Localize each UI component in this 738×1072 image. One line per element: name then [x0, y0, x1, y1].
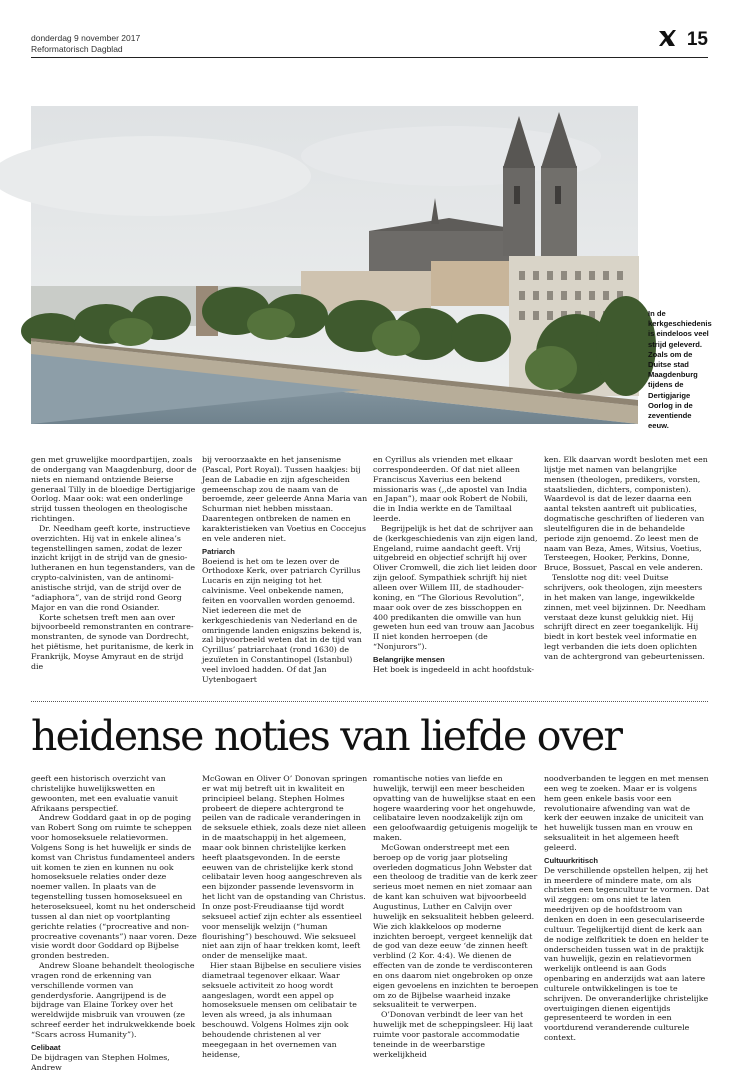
top-column-1: [31, 455, 197, 677]
paragraph: McGowan onderstreept met een beroep op de vorig jaar plotseling overleden dogmaticus John Webster dat een theoloog de traditie van de kerk zeer serieus moet nemen en niet zomaar aan de kant kan schuiven wat bijvoorbeeld Augustinus, Luther en Calvijn over huwelijk en seksualiteit hebben geleerd. Wie zich klakkeloos op moderne inzichten beroept, vergeet kennelijk dat de god van deze eeuw ‘de zinnen heeft verblind (2 Kor. 4:4). We dienen de effecten van de zonde te verdisconteren en ons daarom niet ongebroken op onze eigen gevoelens en inzichten te beroepen om zo de Bijbelse waarheid inzake seksualiteit te verwerpen.: [373, 842, 539, 1010]
paragraph: noodverbanden te leggen en met mensen een weg te zoeken. Maar er is volgens hem geen enkele basis voor een revolutionaire afwending van wat de kerk der eeuwen inzake de uniciteit van het huwelijk tussen man en vrouw en seksualiteit in het algemeen heeft geleerd.: [544, 774, 709, 852]
subheading: Belangrijke mensen: [373, 654, 445, 664]
paragraph: Andrew Sloane behandelt theologische vragen rond de erkenning van verschillende vormen van genderdysforie. Aangrijpend is de bijdrage van Elaine Torkey over het wereldwijde misbruik van vrouwen (ze schreef eerder het indrukwekkende boek “Scars across Humanity”).: [31, 961, 196, 1039]
subheading: Cultuurkritisch: [544, 855, 599, 865]
paragraph: Tenslotte nog dit: veel Duitse schrijvers, ook theologen, zijn meesters in het maken van lange, ingewikkelde zinnen, met veel bijzinnen. Dr. Needham verstaat deze kunst gelukkig niet. Hij schrijft direct en zeer toegankelijk. Hij biedt in kort bestek veel informatie en legt verbanden die iets doen oplichten van de achtergrond van gebeurtenissen.: [544, 573, 706, 661]
page-header-right: [657, 28, 708, 52]
paragraph: Boeiend is het om te lezen over de Orthodoxe Kerk, over patriarch Cyrillus Lucaris en zijn neiging tot het calvinisme. Veel onbekende namen, feiten en voorvallen worden genoemd. Niet iedereen die met de kerkgeschiedenis van Nederland en de omringende landen enigszins bekend is, zal bijvoorbeeld weten dat in de tijd van Cyrillus’ patriarchaat (rond 1630) de jezuïeten in Constantinopel (Istanbul) veel invloed hadden. Of dat Jan Uytenbogaert: [202, 556, 362, 684]
bottom-column-3: [373, 774, 539, 1059]
paragraph: Begrijpelijk is het dat de schrijver aan de (kerkgeschiedenis van zijn eigen land, Engeland, ruime aandacht geeft. Vrij uitgebreid en objectief schrijft hij over Oliver Cromwell, die zich liet leiden door zijn geloof. Sympathiek schrijft hij niet alleen over Willem III, de stadhouder-koning, en “The Glorious Revolution”, maar ook over de zes bisschoppen en 400 predikanten die omwille van hun geweten hun eed van trouw aan Jacobus II niet konden herroepen (de “Nonjurors”).: [373, 523, 538, 652]
paragraph: en Cyrillus als vrienden met elkaar correspondeerden. Of dat niet alleen Franciscus Xaverius een bekend missionaris was (,,de apostel van India en Japan”), maar ook Robert de Nobili, die in India werkte en de Tamiltaal leerde.: [373, 455, 529, 524]
photo-caption: In de kerkgeschiedenis is eindeloos veel strijd geleverd. Zoals om de Duitse stad Maagdenburg tijdens de Dertigjarige Oorlog in de zeventiende eeuw.: [648, 309, 712, 431]
paragraph: Korte schetsen treft men aan over bijvoorbeeld remonstranten en contrare-monstranten, de synode van Dordrecht, het piëtisme, het puritanisme, de kerk in Frankrijk, Moyse Amyraut en de strijd die: [31, 612, 194, 671]
section-divider: [31, 701, 708, 702]
rd-x-logo-icon: [657, 28, 677, 52]
paragraph: Andrew Goddard gaat in op de poging van Robert Song om ruimte te scheppen voor homoseksuele relatievormen. Volgens Song is het huwelijk er sinds de komst van Christus fundamenteel anders uit komen te zien en kunnen nu ook homoseksuele relaties onder deze noemer vallen. In plaats van de tegenstelling tussen homoseksueel en heteroseksueel, komt nu het onderscheid tussen al dan niet op voortplanting gerichte relaties (“procreative and non- procreative covenants”) naar voren. Deze visie wordt door Goddard op Bijbelse gronden bestreden.: [31, 813, 197, 961]
bottom-column-2: [202, 774, 368, 1059]
issue-date: donderdag 9 november 2017: [31, 33, 141, 43]
article-headline: heidense noties van liefde over: [31, 712, 622, 760]
page-number: 15: [686, 29, 708, 50]
bottom-column-4: [544, 774, 710, 1054]
top-column-3: [373, 455, 539, 677]
paragraph: geeft een historisch overzicht van christelijke huwelijkswetten en gewoonten, met een evaluatie vanuit Afrikaans perspectief.: [31, 774, 178, 813]
paragraph: O’Donovan verbindt de leer van het huwelijk met de scheppingsleer. Hij laat ruimte voor pastorale accommodatie teneinde in de weerbarstige werkelijkheid: [373, 1010, 533, 1059]
newspaper-name: Reformatorisch Dagblad: [31, 44, 123, 54]
paragraph: Het boek is ingedeeld in acht hoofdstuk-: [373, 664, 535, 674]
page-header-info: [31, 33, 140, 55]
paragraph: ken. Elk daarvan wordt besloten met een lijstje met namen van belangrijke mensen (theologen, predikers, vorsten, staatslieden, dichters, componisten). Waardevol is dat de lezer daarna een aantal teksten aantreft uit publicaties, dogmatische geschriften of liederen van sleutelfiguren die in de behandelde periode zijn genoemd. Zo leest men de naam van Beza, Ames, Witsius, Voetius, Tersteegen, Hooker, Perkins, Donne, Bruce, Bossuet, Pascal en vele anderen.: [544, 455, 708, 573]
subheading: Celibaat: [31, 1042, 61, 1052]
bottom-column-1: [31, 774, 197, 1072]
top-column-4: [544, 455, 710, 677]
magdeburg-photo: [31, 106, 638, 424]
paragraph: McGowan en Oliver O’ Donovan springen er wat mij betreft uit in kwaliteit en principieel belang. Stephen Holmes probeert de diepere achtergrond te peilen van de radicale veranderingen in de seksuele ethiek, zoals deze niet alleen in de maatschappij in het algemeen, maar ook binnen christelijke kerken heeft plaatsgevonden. In de eerste eeuwen van de christelijke kerk stond celibatair leven hoog aangeschreven als een bijzonder passende levensvorm in het licht van de opstanding van Christus. In onze post-Freudiaanse tijd wordt seksueel actief zijn echter als essentieel voor menselijk welzijn (“human flourishing”) beschouwd. Wie seksueel niet aan zijn of haar trekken komt, leeft onder de menselijke maat.: [202, 774, 368, 961]
paragraph: gen met gruwelijke moordpartijen, zoals de ondergang van Maagdenburg, door de niets en niemand ontziende Beierse generaal Tilly in de bloedige Dertigjarige Oorlog. Maar ook: wat een onderlinge strijd tussen theologen en theologische richtingen.: [31, 455, 197, 524]
paragraph: De verschillende opstellen helpen, zij het in meerdere of mindere mate, om als christen een tegencultuur te vormen. Dat wil zeggen: om ons niet te laten meedrijven op de hoofdstroom van denken en doen in een geseculariseerde cultuur. Tegelijkertijd dient de kerk aan de nodige zelfkritiek te doen en helder te onderscheiden tussen wat in de praktijk van huwelijk, gezin en relatievormen werkelijk ontleend is aan Gods openbaring en anderzijds wat aan latere culturele ontwikkelingen is toe te schrijven. De onveranderlijke christelijke overtuigingen dienen eigentijds gepresenteerd te worden in een voortdurend veranderende culturele context.: [544, 865, 710, 1043]
top-column-2: [202, 455, 368, 684]
paragraph: Hier staan Bijbelse en seculiere visies diametraal tegenover elkaar. Waar seksuele activiteit zo hoog wordt aangeslagen, wordt een appel op homoseksuele mensen om celibatair te leven als wreed, ja als inhumaan beschouwd. Volgens Holmes zijn ook behoudende christenen al ver meegegaan in het overnemen van heidense,: [202, 961, 362, 1059]
subheading: Patriarch: [202, 546, 235, 556]
paragraph: De bijdragen van Stephen Holmes, Andrew: [31, 1052, 170, 1072]
paragraph: romantische noties van liefde en huwelijk, terwijl een meer bescheiden opvatting van de huwelijkse staat en een hogere waardering voor het ongehuwde, celibataire leven noodzakelijk zijn om een geloofwaardig getuigenis mogelijk te maken.: [373, 774, 538, 843]
paragraph: bij veroorzaakte en het jansenisme (Pascal, Port Royal). Tussen haakjes: bij Jean de Labadie en zijn afgescheiden gemeenschap zou de naam van de beroemde, zeer geleerde Anna Maria van Schurman niet hebben misstaan. Daarentegen ontbreken de namen en karakteristieken van Voetius en Coccejus en vele anderen niet.: [202, 455, 368, 543]
paragraph: Dr. Needham geeft korte, instructieve overzichten. Hij vat in enkele alinea’s tegenstellingen samen, zodat de lezer inzicht krijgt in de strijd van de gnesio-lutheranen en hun tegenstanders, van de crypto-calvinisten, van de antinomi-anistische strijd, van de strijd over de “adiaphora”, van de strijd rond Georg Major en van die rond Osiander.: [31, 523, 196, 612]
header-rule: [31, 57, 708, 58]
